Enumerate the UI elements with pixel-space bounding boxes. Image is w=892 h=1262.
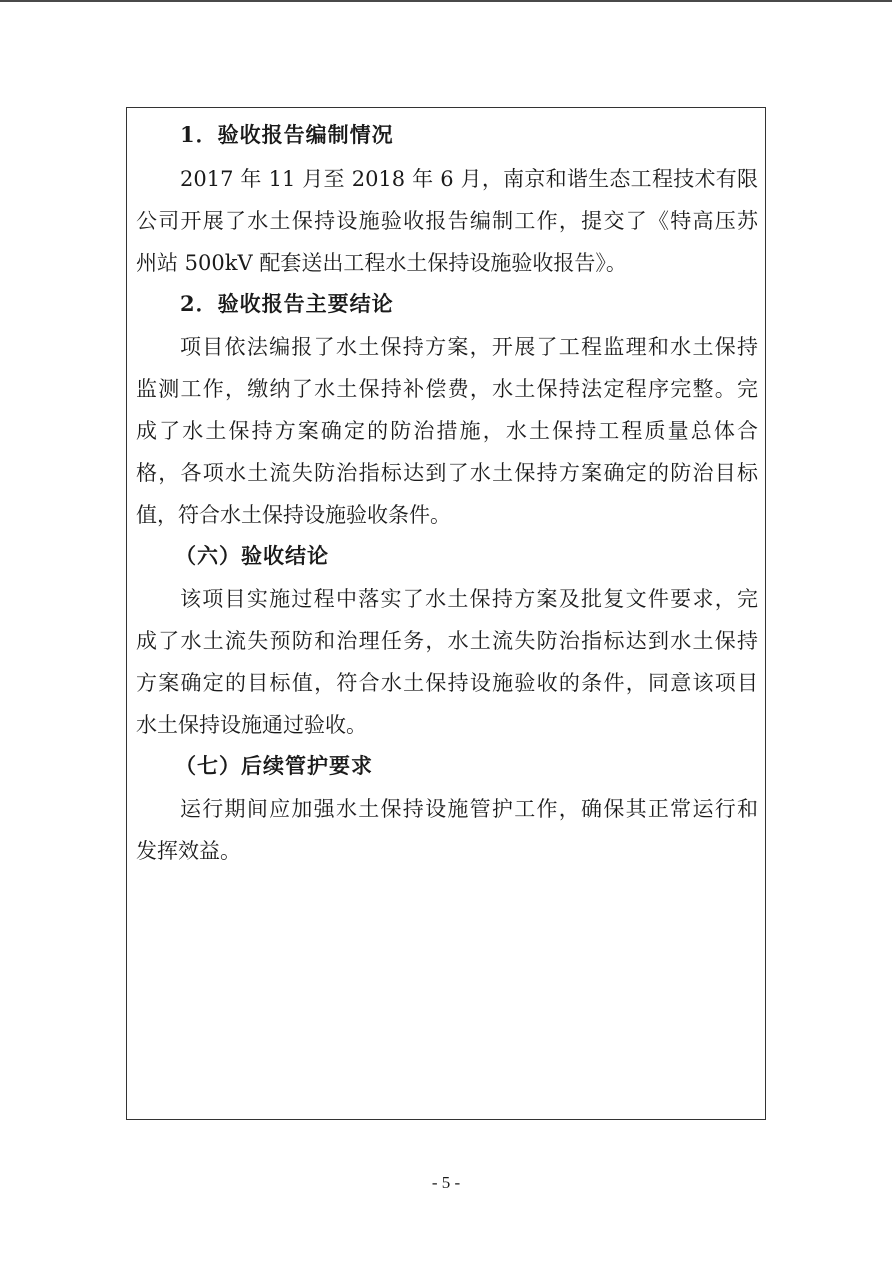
section-heading-acceptance-conclusion: （六）验收结论 (175, 543, 329, 568)
paragraph-line: 值，符合水土保持设施验收条件。 (136, 503, 451, 527)
page-number: - 5 - (431, 1173, 461, 1192)
paragraph-line: 方案确定的目标值，符合水土保持设施验收的条件，同意该项目 (136, 671, 758, 695)
paragraph-line: 项目依法编报了水土保持方案，开展了工程监理和水土保持 (180, 335, 758, 359)
paragraph-line: 发挥效益。 (136, 839, 241, 863)
paragraph-line: 水土保持设施通过验收。 (136, 713, 367, 737)
section-heading-maintenance-requirements: （七）后续管护要求 (175, 753, 373, 778)
paragraph-line: 成了水土流失预防和治理任务，水土流失防治指标达到水土保持 (136, 629, 758, 653)
paragraph-line: 2017 年 11 月至 2018 年 6 月，南京和谐生态工程技术有限 (180, 167, 758, 191)
paragraph-line: 格，各项水土流失防治指标达到了水土保持方案确定的防治目标 (136, 461, 758, 485)
section-heading-report-conclusion: 2．验收报告主要结论 (180, 291, 394, 316)
paragraph-line: 州站 500kV 配套送出工程水土保持设施验收报告》。 (136, 251, 627, 275)
paragraph-line: 成了水土保持方案确定的防治措施，水土保持工程质量总体合 (136, 419, 758, 443)
top-border-line (0, 0, 892, 2)
paragraph-line: 该项目实施过程中落实了水土保持方案及批复文件要求，完 (180, 587, 758, 611)
section-heading-report-compilation: 1．验收报告编制情况 (180, 122, 394, 147)
paragraph-line: 监测工作，缴纳了水土保持补偿费，水土保持法定程序完整。完 (136, 377, 758, 401)
paragraph-line: 公司开展了水土保持设施验收报告编制工作，提交了《特高压苏 (136, 209, 758, 233)
paragraph-line: 运行期间应加强水土保持设施管护工作，确保其正常运行和 (180, 797, 758, 821)
